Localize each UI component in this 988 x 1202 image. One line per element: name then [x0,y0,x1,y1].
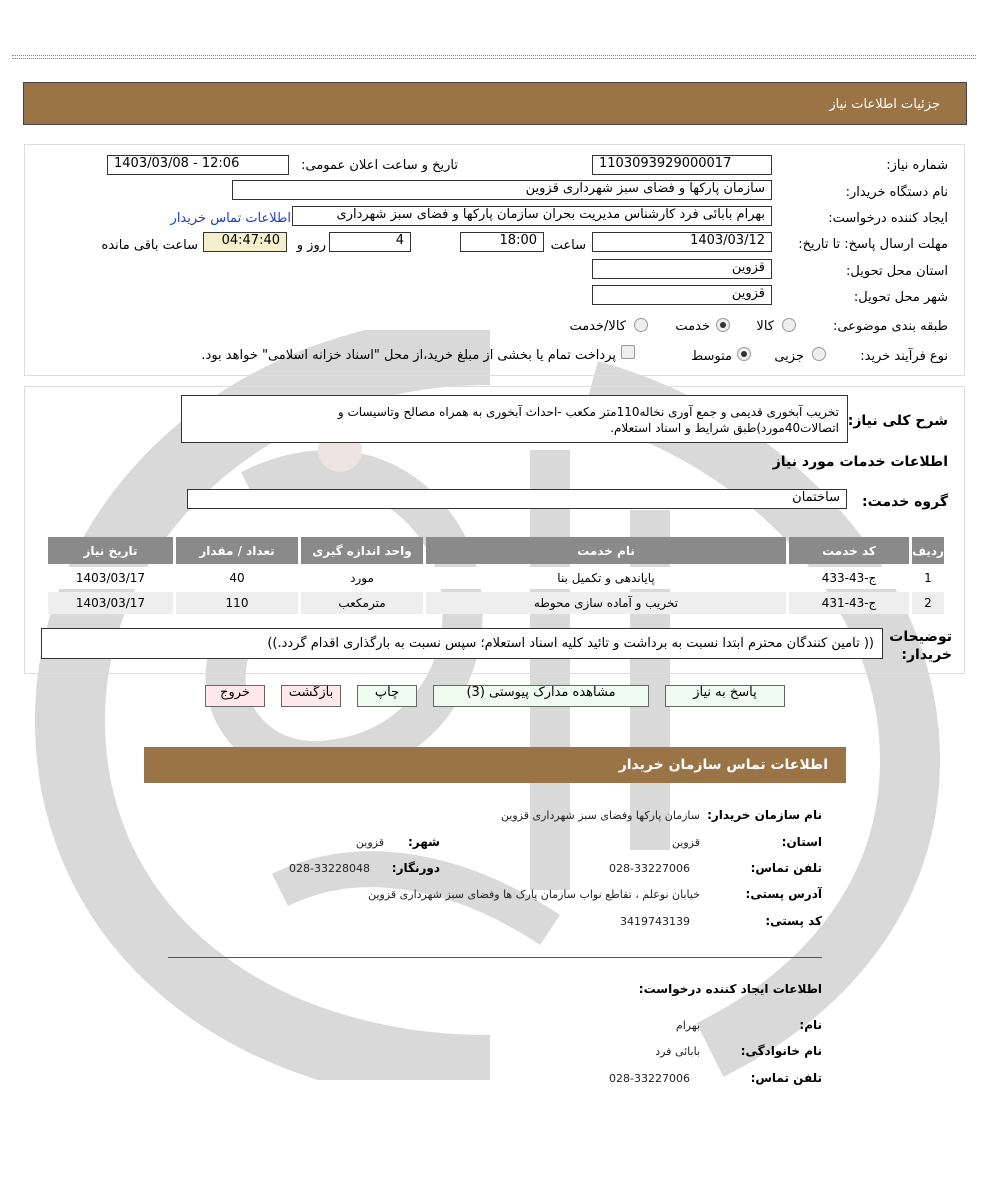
exit-button[interactable]: خروج [205,685,265,707]
category-option-goods: کالا [756,319,774,334]
creator-name-label: نام: [799,1018,822,1032]
remaining-time-field: 04:47:40 [203,232,287,252]
description-box [181,395,848,443]
creator-info-title: اطلاعات ایجاد کننده درخواست: [638,982,822,996]
contact-province-label: استان: [781,835,822,849]
cell-qty: 110 [176,592,298,614]
process-radio-minor[interactable] [812,347,826,361]
creator-family-label: نام خانوادگی: [740,1044,822,1058]
process-radio-medium[interactable] [737,347,751,361]
contact-address-label: آدرس پستی: [745,887,822,901]
description-line-1: تخریب آبخوری قدیمی و جمع آوری نخاله110متر مکعب -احداث آبخوری به همراه مصالح وتاسیسات و [337,405,839,419]
province-label: استان محل تحویل: [846,264,948,279]
cell-code: ج-43-433 [789,567,909,589]
cell-name: پایاندهی و تکمیل بنا [426,567,786,589]
contact-province: قزوین [671,836,700,849]
cell-date: 1403/03/17 [48,567,173,589]
category-radio-both[interactable] [634,318,648,332]
buyer-notes-label: توضیحات خریدار: [889,629,952,663]
col-qty-header: تعداد / مقدار [176,537,298,564]
creator-label: ایجاد کننده درخواست: [828,211,948,226]
deadline-date-field: 1403/03/12 [592,232,772,252]
details-panel [24,144,965,376]
announce-field: 1403/03/08 - 12:06 [107,155,289,175]
process-label: نوع فرآیند خرید: [860,349,948,364]
need-number-label: شماره نیاز: [886,158,948,173]
buyer-contact-link[interactable]: اطلاعات تماس خریدار [170,211,291,226]
col-unit-header: واحد اندازه گیری [301,537,423,564]
contact-phone: 028-33227006 [609,862,690,875]
cell-date: 1403/03/17 [48,592,173,614]
cell-code: ج-43-431 [789,592,909,614]
col-name-header: نام خدمت [426,537,786,564]
contact-city: قزوین [355,836,384,849]
buyer-notes-box: (( تامین کنندگان محترم ابتدا نسبت به برداشت و تائید کلیه اسناد استعلام؛ سپس نسبت به بارگذاری اقدام گردد.)) [41,628,883,659]
table-row [48,567,944,589]
page-title: جزئیات اطلاعات نیاز [829,97,940,112]
services-table [45,534,947,617]
cell-row: 1 [912,567,944,589]
process-option-medium: متوسط [691,349,732,364]
service-group-field: ساختمان [187,489,847,509]
attachments-button[interactable]: مشاهده مدارک پیوستی (3) [433,685,649,707]
days-label: روز و [296,238,326,253]
page-header [23,82,967,125]
treasury-checkbox[interactable] [621,345,635,359]
contact-fax: 028-33228048 [289,862,370,875]
category-radio-service[interactable] [716,318,730,332]
table-row [48,592,944,614]
category-label: طبقه بندی موضوعی: [832,319,948,334]
contact-city-label: شهر: [408,835,440,849]
contact-title: اطلاعات تماس سازمان خریدار [618,757,828,773]
contact-divider [168,957,822,958]
creator-name: بهرام [675,1019,700,1032]
province-field: قزوین [592,259,772,279]
creator-family: بابائی فرد [655,1045,700,1058]
table-header-row [48,537,944,564]
buyer-org-label: نام دستگاه خریدار: [845,185,948,200]
treasury-note: پرداخت تمام یا بخشی از مبلغ خرید،از محل "اسناد خزانه اسلامی" خواهد بود. [201,348,616,363]
description-label: شرح کلی نیاز: [847,413,948,429]
creator-phone: 028-33227006 [609,1072,690,1085]
deadline-time-field: 18:00 [460,232,544,252]
services-title: اطلاعات خدمات مورد نیاز [772,454,948,470]
category-option-service: خدمت [675,319,710,334]
announce-label: تاریخ و ساعت اعلان عمومی: [301,158,458,173]
description-line-2: اتصالات40مورد)طبق شرایط و اسناد استعلام. [610,421,839,435]
buyer-org-field: سازمان پارکها و فضای سبز شهرداری قزوین [232,180,772,200]
cell-unit: مورد [301,567,423,589]
cell-name: تخریب و آماده سازی محوطه [426,592,786,614]
col-date-header: تاریخ نیاز [48,537,173,564]
deadline-label: مهلت ارسال پاسخ: تا تاریخ: [798,237,948,252]
col-row-header: ردیف [912,537,944,564]
remaining-label: ساعت باقی مانده [101,238,198,253]
days-field: 4 [329,232,411,252]
back-button[interactable]: بازگشت [281,685,341,707]
creator-field: بهرام بابائی فرد کارشناس مدیریت بحران سازمان پارکها و فضای سبز شهرداری [292,206,772,226]
process-option-minor: جزیی [774,349,804,364]
creator-phone-label: تلفن تماس: [750,1071,822,1085]
top-divider [12,55,976,59]
print-button[interactable]: چاپ [357,685,417,707]
col-code-header: کد خدمت [789,537,909,564]
contact-header [144,747,846,783]
time-label: ساعت [550,238,586,253]
cell-row: 2 [912,592,944,614]
contact-org-label: نام سازمان خریدار: [707,808,822,822]
contact-phone-label: تلفن تماس: [750,861,822,875]
city-label: شهر محل تحویل: [853,290,948,305]
contact-org: سازمان پارکها وفضای سبز شهرداری قزوین [500,809,700,822]
contact-postal-label: کد پستی: [765,914,822,928]
contact-postal: 3419743139 [620,915,690,928]
cell-qty: 40 [176,567,298,589]
need-number-field: 1103093929000017 [592,155,772,175]
service-group-label: گروه خدمت: [862,494,948,510]
contact-address: خیابان نوعلم ، تقاطع نواب سازمان پارک ها وفضای سبز شهرداری قزوین [368,888,700,901]
contact-fax-label: دورنگار: [391,861,440,875]
category-option-both: کالا/خدمت [569,319,626,334]
reply-button[interactable]: پاسخ به نیاز [665,685,785,707]
category-radio-goods[interactable] [782,318,796,332]
cell-unit: مترمکعب [301,592,423,614]
city-field: قزوین [592,285,772,305]
